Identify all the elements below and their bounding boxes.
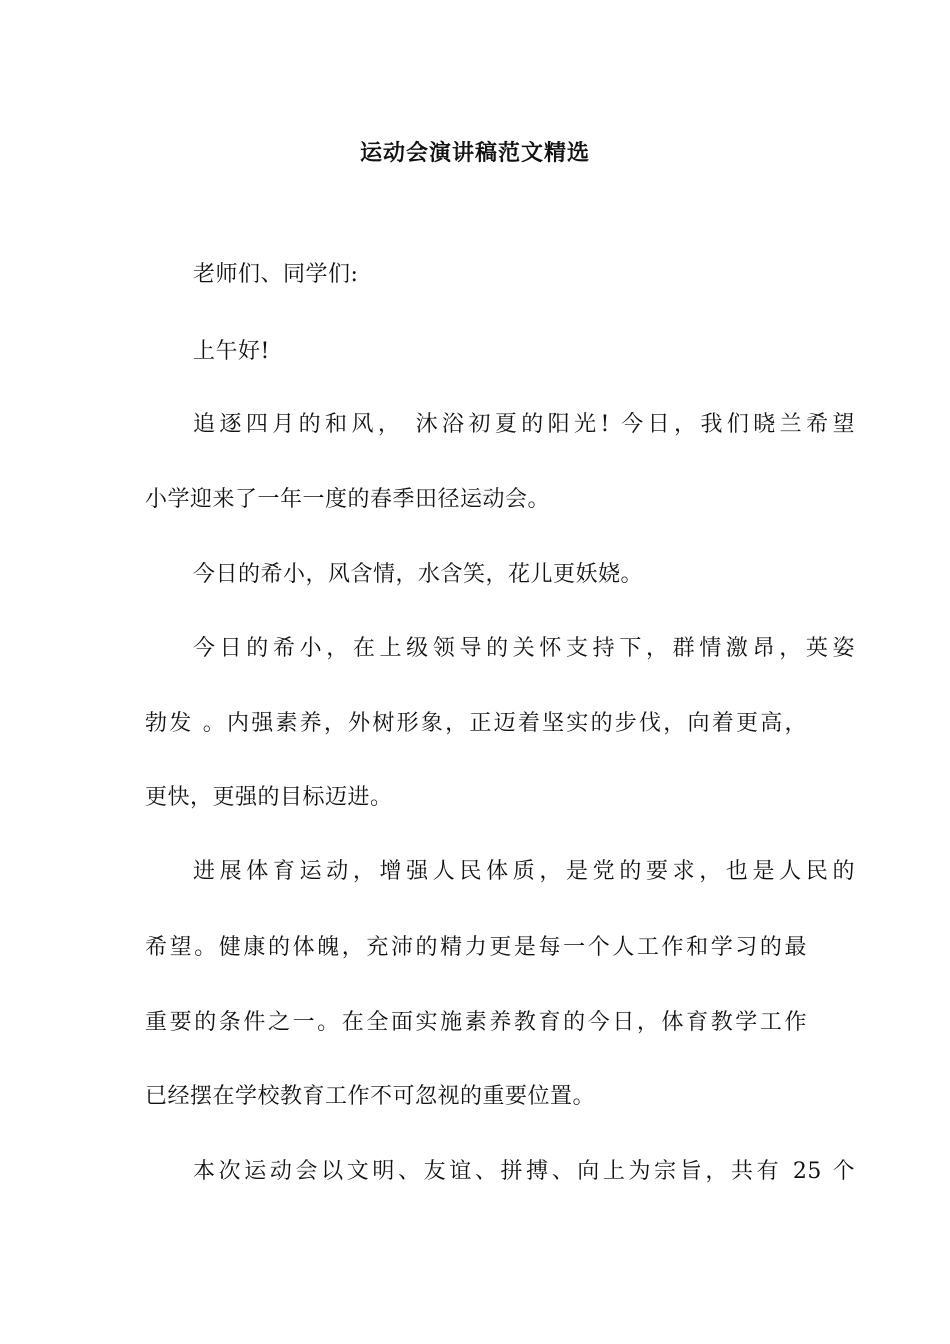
- body-line-7: 勃发 。内强素养，外树形象，正迈着坚实的步伐，向着更高，: [145, 711, 807, 736]
- body-line-10: 希望。健康的体魄，充沛的精力更是每一个人工作和学习的最: [145, 935, 807, 960]
- body-line-11: 重要的条件之一。在全面实施素养教育的今日，体育教学工作: [145, 1010, 807, 1035]
- body-line-4: 小学迎来了一年一度的春季田径运动会。: [145, 487, 551, 512]
- body-line-5: 今日的希小，风含情，水含笑，花儿更妖娆。: [193, 562, 644, 587]
- body-line-6: 今日的希小，在上级领导的关怀支持下，群情激昂，英姿: [193, 636, 855, 661]
- body-line-9: 进展体育运动，增强人民体质，是党的要求，也是人民的: [193, 859, 855, 884]
- body-line-3: 追逐四月的和风， 沐浴初夏的阳光! 今日，我们晓兰希望: [193, 412, 855, 437]
- body-line-2: 上午好!: [193, 339, 270, 364]
- body-line-8: 更快，更强的目标迈进。: [145, 785, 393, 810]
- document-title: 运动会演讲稿范文精选: [359, 140, 590, 166]
- body-line-12: 已经摆在学校教育工作不可忽视的重要位置。: [145, 1084, 596, 1109]
- body-line-1: 老师们、同学们:: [193, 262, 359, 287]
- body-line-13: 本次运动会以文明、友谊、拼搏、向上为宗旨，共有 25 个: [193, 1159, 855, 1184]
